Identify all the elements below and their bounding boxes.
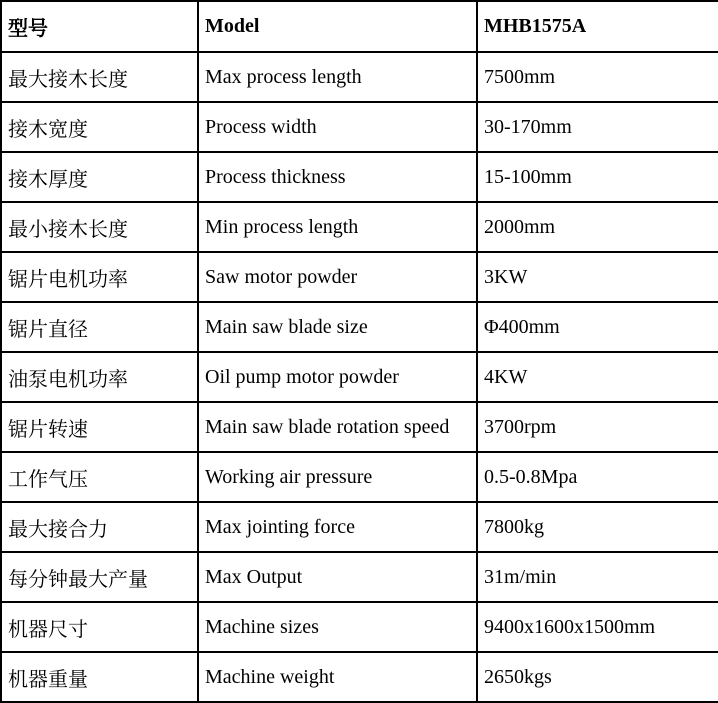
cell-en: Max process length — [198, 52, 477, 102]
header-en-cell: Model — [198, 1, 477, 52]
table-header-row — [1, 1, 718, 52]
cell-cn: 锯片转速 — [1, 402, 198, 452]
cell-cn: 工作气压 — [1, 452, 198, 502]
cell-en: Main saw blade size — [198, 302, 477, 352]
cell-en: Main saw blade rotation speed — [198, 402, 477, 452]
cell-en: Machine weight — [198, 652, 477, 702]
cell-cn: 机器尺寸 — [1, 602, 198, 652]
table-row — [1, 52, 718, 102]
cell-cn: 接木宽度 — [1, 102, 198, 152]
cell-cn: 锯片电机功率 — [1, 252, 198, 302]
cell-cn: 最大接木长度 — [1, 52, 198, 102]
cell-cn: 机器重量 — [1, 652, 198, 702]
cell-value: 9400x1600x1500mm — [477, 602, 718, 652]
cell-cn: 锯片直径 — [1, 302, 198, 352]
cell-value: 15-100mm — [477, 152, 718, 202]
table-row — [1, 352, 718, 402]
cell-value: 30-170mm — [477, 102, 718, 152]
cell-value: 3700rpm — [477, 402, 718, 452]
table-row — [1, 402, 718, 452]
table-row — [1, 252, 718, 302]
table-row — [1, 202, 718, 252]
cell-en: Process thickness — [198, 152, 477, 202]
cell-en: Min process length — [198, 202, 477, 252]
cell-en: Process width — [198, 102, 477, 152]
table-row — [1, 302, 718, 352]
cell-cn: 油泵电机功率 — [1, 352, 198, 402]
cell-en: Max Output — [198, 552, 477, 602]
cell-value: 3KW — [477, 252, 718, 302]
cell-value: 0.5-0.8Mpa — [477, 452, 718, 502]
header-value-cell: MHB1575A — [477, 1, 718, 52]
table-row — [1, 652, 718, 702]
cell-en: Oil pump motor powder — [198, 352, 477, 402]
cell-value: 7500mm — [477, 52, 718, 102]
cell-cn: 最小接木长度 — [1, 202, 198, 252]
cell-cn: 每分钟最大产量 — [1, 552, 198, 602]
header-cn-cell: 型号 — [1, 1, 198, 52]
table-row — [1, 502, 718, 552]
cell-value: 4KW — [477, 352, 718, 402]
cell-value: 2650kgs — [477, 652, 718, 702]
table-row — [1, 152, 718, 202]
cell-value: 31m/min — [477, 552, 718, 602]
cell-cn: 最大接合力 — [1, 502, 198, 552]
cell-value: 2000mm — [477, 202, 718, 252]
cell-value: 7800kg — [477, 502, 718, 552]
cell-cn: 接木厚度 — [1, 152, 198, 202]
table-row — [1, 552, 718, 602]
cell-value: Φ400mm — [477, 302, 718, 352]
table-row — [1, 452, 718, 502]
cell-en: Saw motor powder — [198, 252, 477, 302]
table-row — [1, 102, 718, 152]
cell-en: Working air pressure — [198, 452, 477, 502]
cell-en: Max jointing force — [198, 502, 477, 552]
table-row — [1, 602, 718, 652]
cell-en: Machine sizes — [198, 602, 477, 652]
